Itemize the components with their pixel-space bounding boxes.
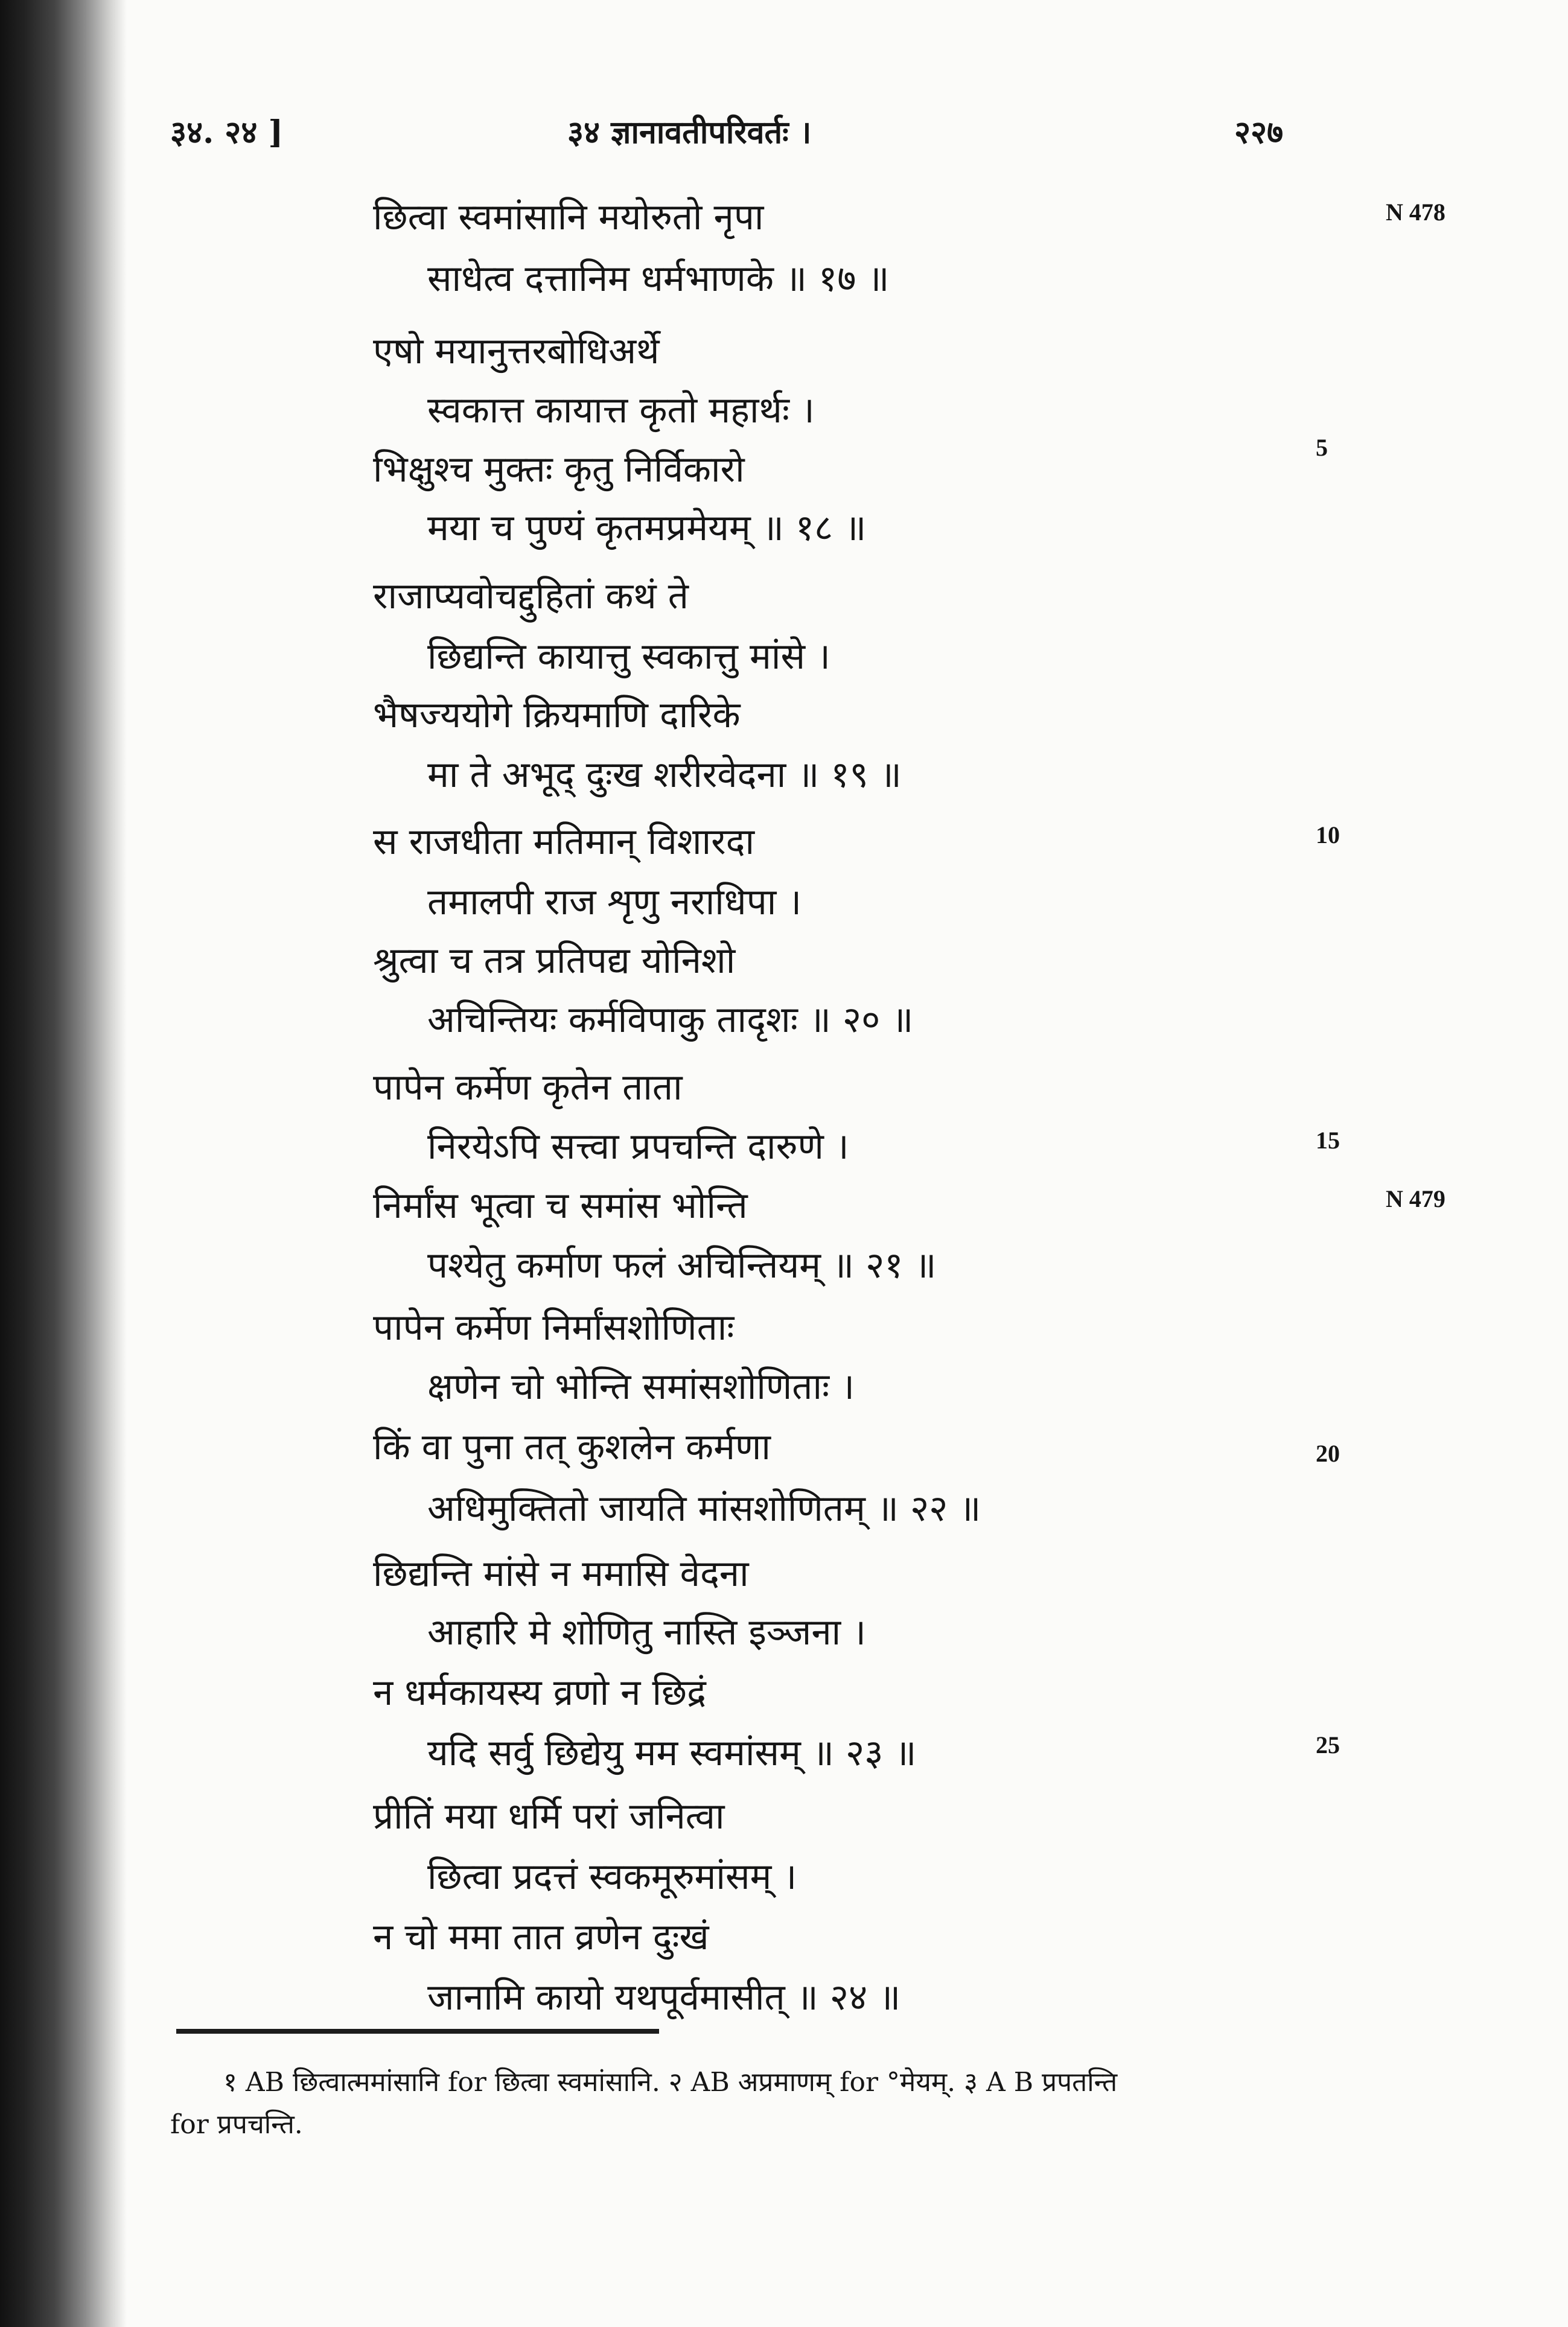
verse-line: स राजधीता मतिमान् विशारदा [373, 821, 755, 863]
manuscript-ref: N 479 [1386, 1185, 1445, 1212]
verse-line: राजाप्यवोचद्दुहितां कथं ते [373, 575, 689, 617]
manuscript-ref: N 478 [1386, 199, 1445, 226]
verse-line: छित्वा प्रदत्तं स्वकमूरुमांसम् । [427, 1856, 797, 1898]
verse-line: मया च पुण्यं कृतमप्रमेयम् ॥ १८ ॥ [427, 507, 867, 549]
verse-line: एषो मयानुत्तरबोधिअर्थे [373, 330, 660, 372]
verse-line: भिक्षुश्च मुक्तः कृतु निर्विकारो [373, 448, 745, 491]
footnote-rule [176, 2029, 659, 2034]
verse-line: पापेन कर्मेण निर्मांसशोणिताः [373, 1307, 735, 1349]
verse-line: न चो ममा तात व्रणेन दुःखं [373, 1916, 709, 1958]
line-number: 5 [1316, 434, 1328, 461]
verse-line: छिद्यन्ति मांसे न ममासि वेदना [373, 1553, 749, 1595]
line-number: 20 [1316, 1440, 1340, 1467]
verse-line: जानामि कायो यथपूर्वमासीत् ॥ २४ ॥ [427, 1976, 901, 2019]
verse-line: तमालपी राज शृणु नराधिपा । [427, 881, 802, 923]
verse-line: निर्मांस भूत्वा च समांस भोन्ति [373, 1185, 748, 1227]
line-number: 10 [1316, 821, 1340, 848]
verse-line: पश्येतु कर्माण फलं अचिन्तियम् ॥ २१ ॥ [427, 1244, 937, 1287]
line-number: 25 [1316, 1731, 1340, 1759]
line-number: 15 [1316, 1127, 1340, 1154]
verse-line: न धर्मकायस्य व्रणो न छिद्रं [373, 1672, 706, 1714]
verse-line: क्षणेन चो भोन्ति समांसशोणिताः । [427, 1366, 855, 1408]
verse-line: प्रीतिं मया धर्मि परां जनित्वा [373, 1795, 725, 1838]
verse-line: अधिमुक्तितो जायति मांसशोणितम् ॥ २२ ॥ [427, 1488, 981, 1530]
footnote-line: for प्रपचन्ति. [170, 2109, 303, 2140]
verse-line: छित्वा स्वमांसानि मयोरुतो नृपा [373, 196, 764, 238]
verse-line: यदि सर्वु छिद्येयु मम स्वमांसम् ॥ २३ ॥ [427, 1732, 917, 1774]
verse-line: किं वा पुना तत् कुशलेन कर्मणा [373, 1426, 771, 1468]
page-number: २२७ [1234, 114, 1284, 151]
book-spine-shadow [0, 0, 127, 2327]
verse-line: स्वकात्त कायात्त कृतो महार्थः । [427, 389, 815, 431]
verse-line: पापेन कर्मेण कृतेन ताता [373, 1066, 683, 1109]
running-header-verse-range: ३४. २४ ] [170, 114, 284, 151]
verse-line: भैषज्ययोगे क्रियमाणि दारिके [373, 694, 741, 736]
footnote-line: १ AB छित्वात्ममांसानि for छित्वा स्वमांसानि. २ AB अप्रमाणम् for °मेयम्. ३ A B प्रपतन्ति [223, 2067, 1118, 2098]
running-header-title: ३४ ज्ञानावतीपरिवर्तः । [567, 114, 812, 151]
verse-line: साधेत्व दत्तानिम धर्मभाणके ॥ १७ ॥ [427, 258, 890, 300]
verse-line: आहारि मे शोणितु नास्ति इञ्जना । [427, 1611, 866, 1654]
verse-line: श्रुत्वा च तत्र प्रतिपद्य योनिशो [373, 940, 736, 982]
verse-line: निरयेऽपि सत्त्वा प्रपचन्ति दारुणे । [427, 1125, 849, 1168]
verse-line: मा ते अभूद् दुःख शरीरवेदना ॥ १९ ॥ [427, 754, 902, 796]
verse-line: छिद्यन्ति कायात्तु स्वकात्तु मांसे । [427, 635, 830, 678]
verse-line: अचिन्तियः कर्मविपाकु तादृशः ॥ २० ॥ [427, 999, 914, 1041]
